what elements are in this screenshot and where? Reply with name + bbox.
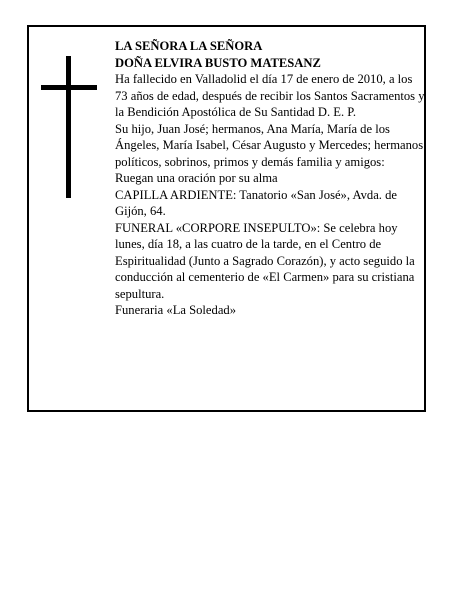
cross-horizontal-bar (41, 85, 97, 90)
cross-vertical-bar (66, 56, 71, 198)
passing-paragraph: Ha fallecido en Valladolid el día 17 de enero de 2010, a los 73 años de edad, después de recibir los Santos Sacramentos y la Bendición Apostólica de Su Santidad D. E. P. (115, 72, 425, 119)
funeral-home-line: Funeraria «La Soledad» (115, 303, 236, 317)
family-paragraph: Su hijo, Juan José; hermanos, Ana María, María de los Ángeles, María Isabel, César Augusto y Mercedes; hermanos políticos, sobrinos, primos y demás familia y amigos: (115, 121, 424, 169)
obituary-frame (27, 25, 426, 412)
chapel-paragraph: CAPILLA ARDIENTE: Tanatorio «San José», Avda. de Gijón, 64. (115, 187, 397, 218)
funeral-paragraph: FUNERAL «CORPORE INSEPULTO»: Se celebra hoy lunes, día 18, a las cuatro de la tarde, en el Centro de Espiritualidad (Junto a Sagrado Corazón), y acto seguido la conducción al cementerio de «El Carmen» para su cristiana sepultura. (115, 220, 415, 301)
prayer-line: Ruegan una oración por su alma (115, 171, 278, 185)
deceased-name: DOÑA ELVIRA BUSTO MATESANZ (115, 55, 321, 70)
obituary-text (115, 38, 425, 319)
heading-title: LA SEÑORA LA SEÑORA (115, 39, 263, 53)
